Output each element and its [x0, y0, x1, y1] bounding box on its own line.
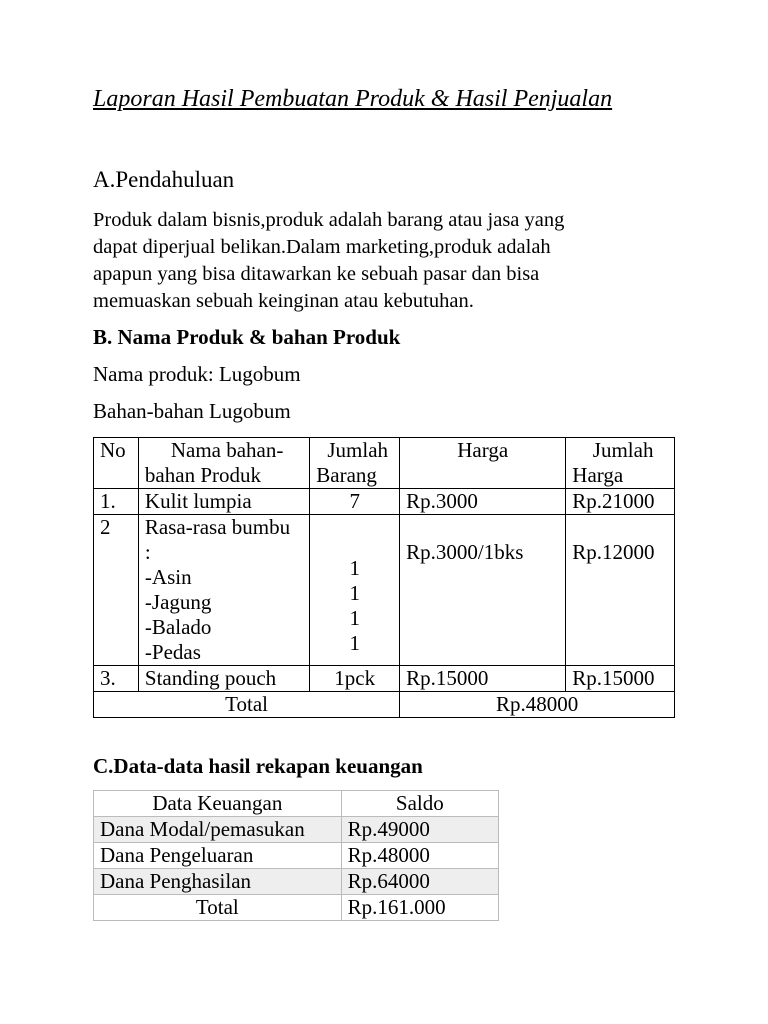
finance-row: [94, 843, 499, 869]
finance-total-row: [94, 895, 499, 921]
cell-nama: Kulit lumpia: [138, 489, 309, 515]
finance-row: [94, 869, 499, 895]
bumbu-line: :: [144, 540, 151, 564]
total-label: Total: [94, 692, 400, 718]
header-data-keuangan: Data Keuangan: [94, 791, 342, 817]
cell-nama: Standing pouch: [138, 666, 309, 692]
finance-table: [93, 790, 499, 921]
table-row: [94, 666, 675, 692]
bumbu-line: Rasa-rasa bumbu: [144, 515, 291, 539]
paragraph-line: Produk dalam bisnis,produk adalah barang atau jasa yang: [93, 209, 565, 231]
cell-jumlah-harga: Rp.12000: [566, 515, 675, 666]
table-row: [94, 489, 675, 515]
section-b-heading: B. Nama Produk & bahan Produk: [93, 325, 401, 349]
header-jumlah-barang: [310, 438, 400, 489]
finance-total-value: Rp.161.000: [341, 895, 498, 921]
paragraph-line: memuaskan sebuah keinginan atau kebutuhan.: [93, 290, 474, 312]
table-header-row: [94, 438, 675, 489]
finance-total-label: Total: [94, 895, 342, 921]
bumbu-line: -Asin: [144, 565, 192, 589]
materials-line: Bahan-bahan Lugobum: [93, 399, 291, 423]
quantity-stack: [310, 556, 399, 656]
cell-harga: Rp.3000: [400, 489, 566, 515]
header-jumlah-harga-line1: Jumlah: [592, 438, 654, 462]
header-nama-line2: bahan Produk: [144, 463, 261, 487]
finance-value: Rp.64000: [341, 869, 498, 895]
cell-jumlah: [310, 515, 400, 666]
cell-jumlah: 7: [310, 489, 400, 515]
header-nama-bahan: [138, 438, 309, 489]
finance-value: Rp.48000: [341, 843, 498, 869]
bumbu-line: -Balado: [144, 615, 212, 639]
materials-table: [93, 437, 675, 718]
total-value: Rp.48000: [400, 692, 675, 718]
finance-label: Dana Pengeluaran: [94, 843, 342, 869]
finance-row: [94, 817, 499, 843]
finance-value: Rp.49000: [341, 817, 498, 843]
header-jumlah-line2: Barang: [316, 463, 377, 487]
quantity-line: 1: [349, 556, 360, 580]
table-total-row: [94, 692, 675, 718]
product-name-line: Nama produk: Lugobum: [93, 362, 301, 386]
bumbu-line: -Pedas: [144, 640, 201, 664]
paragraph-line: apapun yang bisa ditawarkan ke sebuah pasar dan bisa: [93, 263, 540, 285]
cell-no: 3.: [94, 666, 139, 692]
quantity-line: 1: [349, 606, 360, 630]
header-jumlah-harga-line2: Harga: [572, 463, 624, 487]
cell-no: 1.: [94, 489, 139, 515]
header-jumlah-harga: [566, 438, 675, 489]
cell-harga: Rp.15000: [400, 666, 566, 692]
finance-label: Dana Penghasilan: [94, 869, 342, 895]
paragraph-line: dapat diperjual belikan.Dalam marketing,produk adalah: [93, 236, 551, 258]
header-saldo: Saldo: [341, 791, 498, 817]
quantity-line: 1: [349, 581, 360, 605]
finance-label: Dana Modal/pemasukan: [94, 817, 342, 843]
cell-nama: [138, 515, 309, 666]
section-a-heading: A.Pendahuluan: [93, 167, 235, 192]
section-c-heading: C.Data-data hasil rekapan keuangan: [93, 754, 423, 778]
header-jumlah-line1: Jumlah: [327, 438, 389, 462]
cell-harga: Rp.3000/1bks: [400, 515, 566, 666]
header-no: No: [94, 438, 139, 489]
cell-jumlah-harga: Rp.21000: [566, 489, 675, 515]
header-nama-line1: Nama bahan-: [170, 438, 284, 462]
quantity-line: 1: [349, 631, 360, 655]
finance-header-row: [94, 791, 499, 817]
header-harga: Harga: [400, 438, 566, 489]
introduction-paragraph: [93, 207, 653, 315]
table-row: [94, 515, 675, 666]
bumbu-line: -Jagung: [144, 590, 212, 614]
document-title: Laporan Hasil Pembuatan Produk & Hasil Penjualan: [93, 86, 613, 112]
cell-no: 2: [94, 515, 139, 666]
cell-jumlah: 1pck: [310, 666, 400, 692]
cell-jumlah-harga: Rp.15000: [566, 666, 675, 692]
